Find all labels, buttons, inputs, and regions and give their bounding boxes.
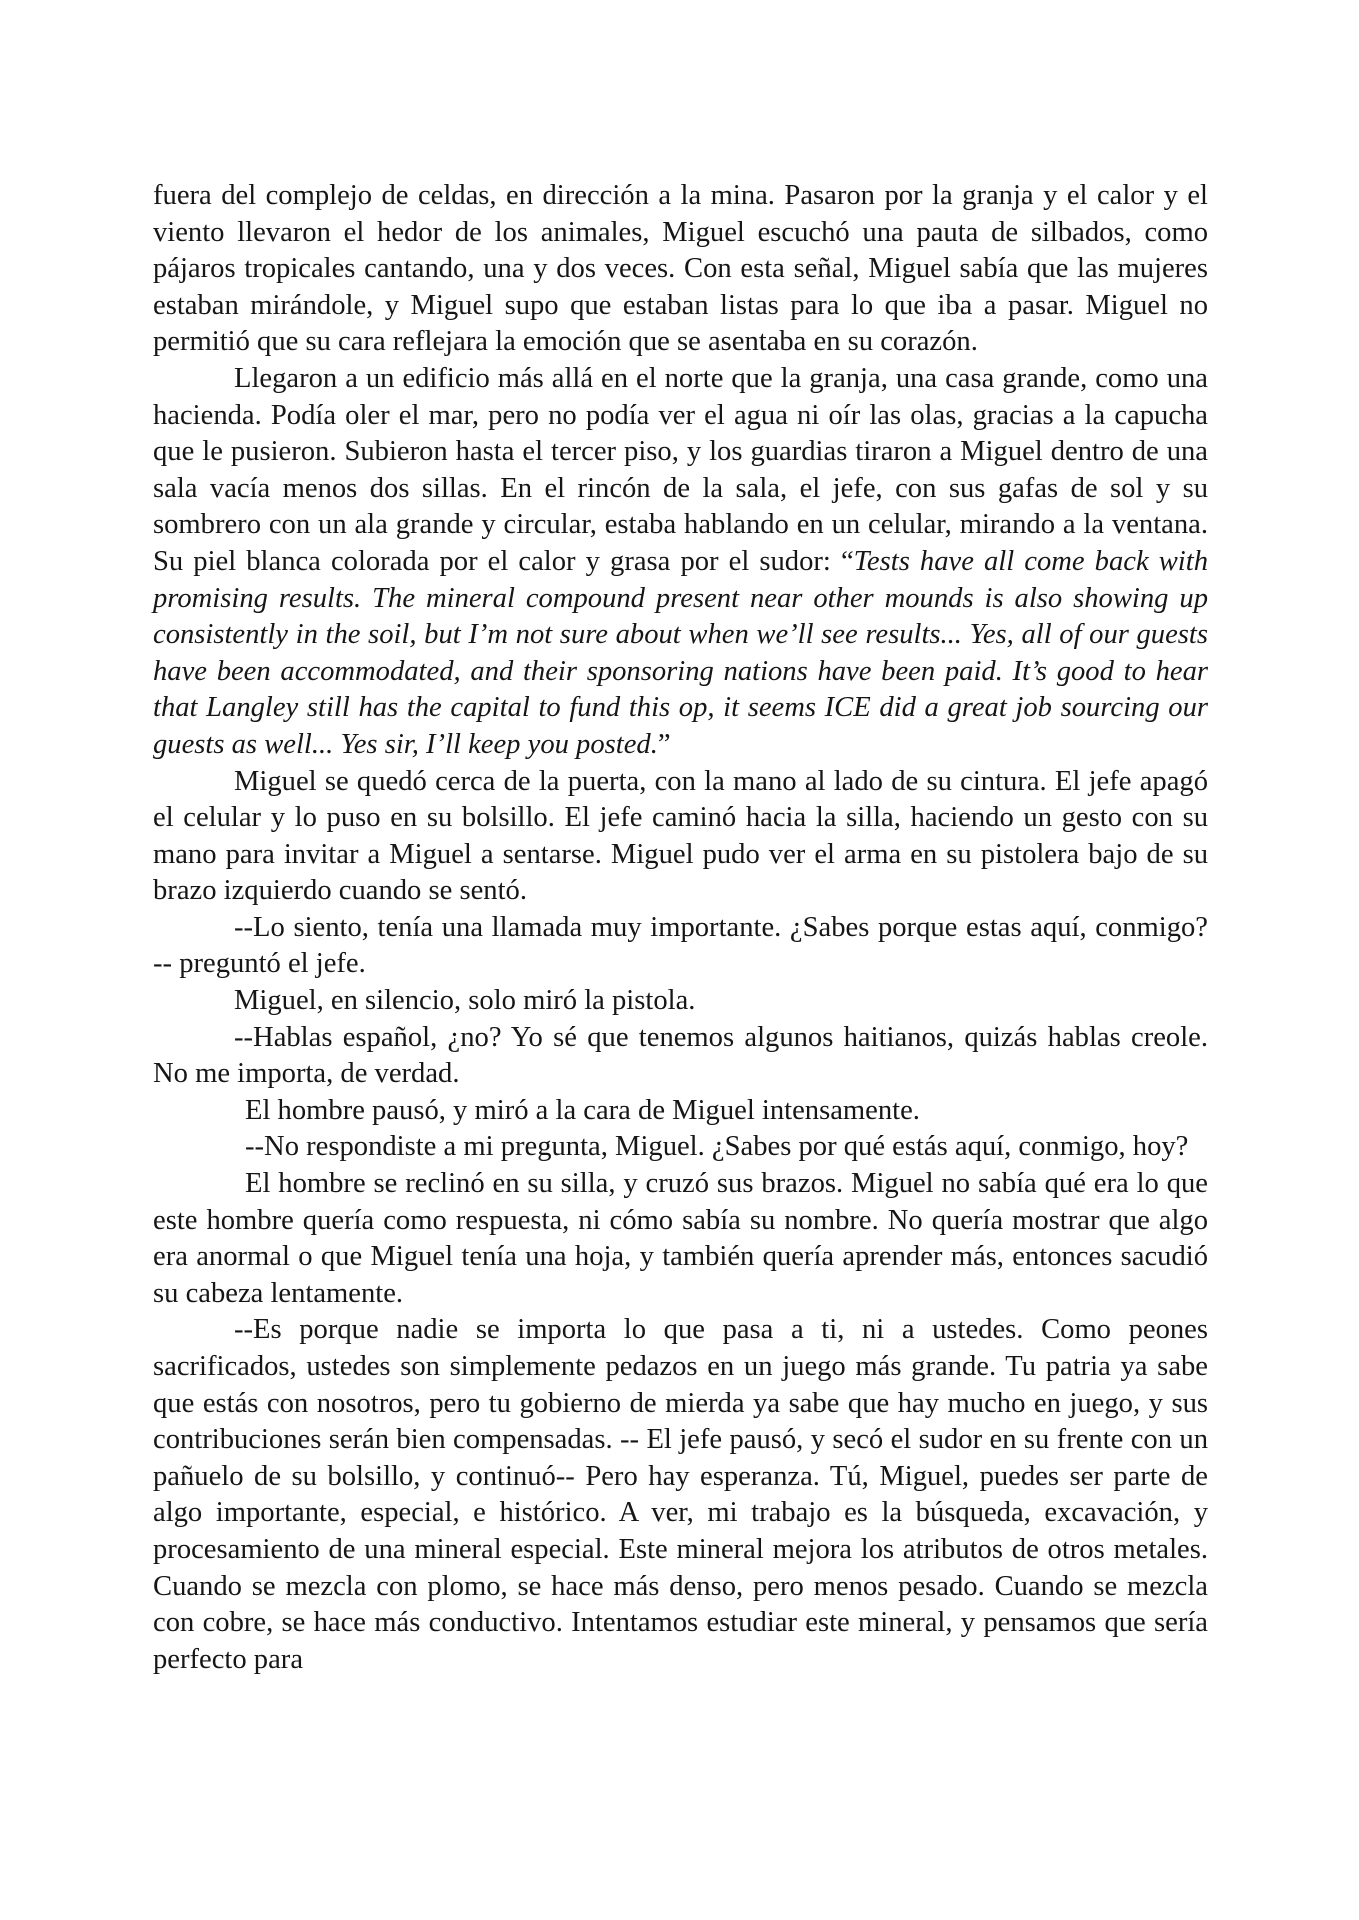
dialogue-language: --Hablas español, ¿no? Yo sé que tenemos algunos haitianos, quizás hablas creole. No me importa, de verdad. bbox=[153, 1021, 1208, 1090]
paragraph-silence: Miguel, en silencio, solo miró la pistola. bbox=[234, 985, 696, 1017]
paragraph-1: fuera del complejo de celdas, en dirección a la mina. Pasaron por la granja y el calor y el viento llevaron el hedor de los animales, Miguel escuchó una pauta de silbados, como pájaros tropicales cantando, una y dos veces. Con esta señal, Miguel sabía que las mujeres estaban mirándole, y Miguel supo que estaban listas para lo que iba a pasar. Miguel no permitió que su cara reflejara la emoción que se asentaba en su corazón. bbox=[153, 180, 1208, 358]
paragraph-reclined: El hombre se reclinó en su silla, y cruzó sus brazos. Miguel no sabía qué era lo que este hombre quería como respuesta, ni cómo sabía su nombre. No quería mostrar que algo era anormal o que Miguel tenía una hoja, y también quería aprender más, entonces sacudió su cabeza lentamente. bbox=[153, 1168, 1208, 1309]
closing-quote-mark: ” bbox=[657, 728, 671, 760]
document-page bbox=[153, 178, 1208, 1678]
dialogue-apology: --Lo siento, tenía una llamada muy importante. ¿Sabes porque estas aquí, conmigo? -- preguntó el jefe. bbox=[153, 911, 1208, 980]
paragraph-3: Miguel se quedó cerca de la puerta, con la mano al lado de su cintura. El jefe apagó el celular y lo puso en su bolsillo. El jefe caminó hacia la silla, haciendo un gesto con su mano para invitar a Miguel a sentarse. Miguel pudo ver el arma en su pistolera bajo de su brazo izquierdo cuando se sentó. bbox=[153, 765, 1208, 907]
phone-call-quote: Tests have all come back with promising results. The mineral compound present near other mounds is also showing up consistently in the soil, but I’m not sure about when we’ll see results... Yes, all of our guests have been accommodated, and their sponsoring nations have been paid. It’s good to hear that Langley still has the capital to fund this op, it seems ICE did a great job sourcing our guests as well... Yes sir, I’ll keep you posted. bbox=[153, 545, 1208, 760]
paragraph-2 bbox=[153, 361, 1208, 764]
paragraph-2-narration: Llegaron a un edificio más allá en el norte que la granja, una casa grande, como una hacienda. Podía oler el mar, pero no podía ver el agua ni oír las olas, gracias a la capucha que le pusieron. Subieron hasta el tercer piso, y los guardias tiraron a Miguel dentro de una sala vacía menos dos sillas. En el rincón de la sala, el jefe, con sus gafas de sol y su sombrero con un ala grande y circular, estaba hablando en un celular, mirando a la ventana. Su piel blanca colorada por el calor y grasa por el sudor: “ bbox=[153, 362, 1208, 577]
dialogue-question: --No respondiste a mi pregunta, Miguel. ¿Sabes por qué estás aquí, conmigo, hoy? bbox=[245, 1131, 1189, 1163]
paragraph-pause: El hombre pausó, y miró a la cara de Miguel intensamente. bbox=[245, 1094, 920, 1126]
dialogue-explanation: --Es porque nadie se importa lo que pasa a ti, ni a ustedes. Como peones sacrificados, ustedes son simplemente pedazos en un juego más grande. Tu patria ya sabe que estás con nosotros, pero tu gobierno de mierda ya sabe que hay mucho en juego, y sus contribuciones serán bien compensadas. -- El jefe pausó, y secó el sudor en su frente con un pañuelo de su bolsillo, y continuó-- Pero hay esperanza. Tú, Miguel, puedes ser parte de algo importante, especial, e histórico. A ver, mi trabajo es la búsqueda, excavación, y procesamiento de una mineral especial. Este mineral mejora los atributos de otros metales. Cuando se mezcla con plomo, se hace más denso, pero menos pesado. Cuando se mezcla con cobre, se hace más conductivo. Intentamos estudiar este mineral, y pensamos que sería perfecto para bbox=[153, 1314, 1208, 1675]
